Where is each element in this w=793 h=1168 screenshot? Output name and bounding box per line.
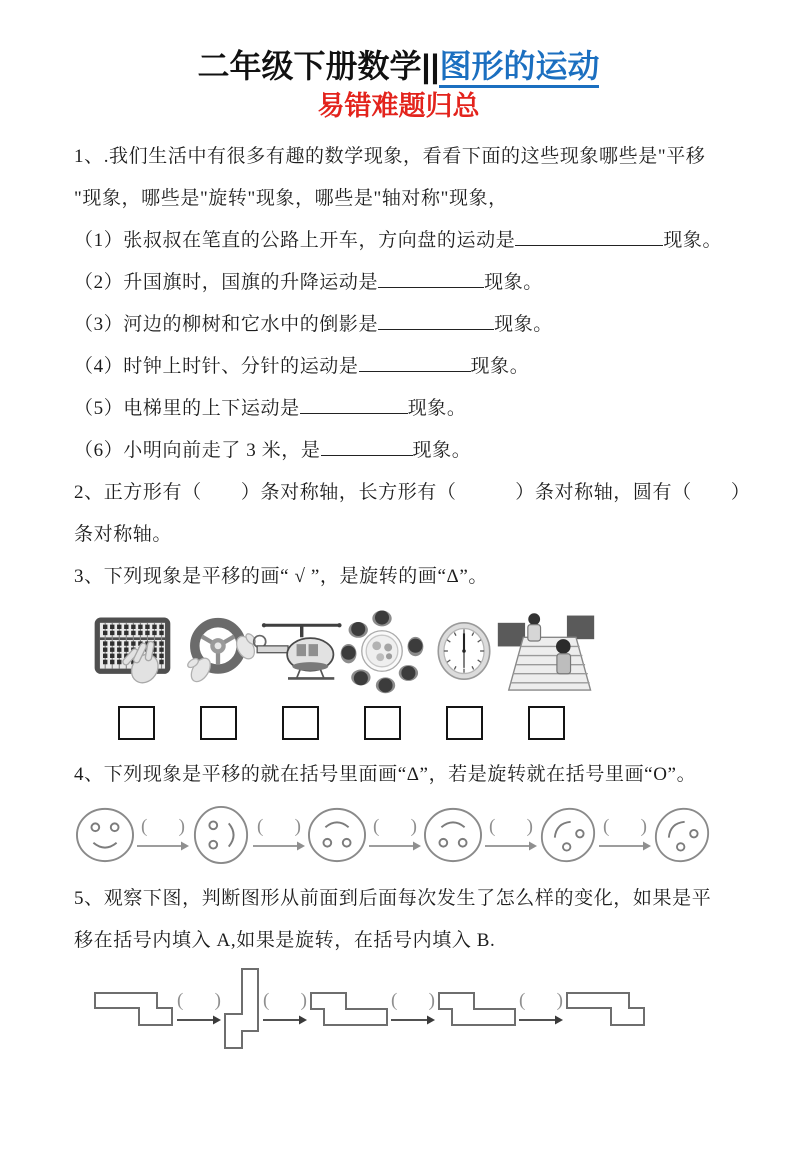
q1-item-6-text: （6）小明向前走了 3 米，是 xyxy=(74,440,321,461)
arrow-right-icon xyxy=(391,1014,435,1026)
q1-item-3-text: （3）河边的柳树和它水中的倒影是 xyxy=(74,314,379,335)
q1-item-6-after: 现象。 xyxy=(412,440,472,461)
q1-item-6-blank xyxy=(321,440,413,456)
q1-item-1-blank xyxy=(515,230,663,246)
smiley-face-2 xyxy=(192,804,250,866)
q4-step-3 xyxy=(369,818,421,852)
q1-item-5-after: 现象。 xyxy=(407,398,467,419)
paren-close: ) xyxy=(178,816,185,837)
z-piece-5-horizontal xyxy=(566,992,646,1027)
q1-item-4-after: 现象。 xyxy=(470,356,530,377)
q5-step-4 xyxy=(519,992,563,1026)
q5-paren-2 xyxy=(263,992,307,1010)
q5-paren-1 xyxy=(177,992,221,1010)
worksheet-page xyxy=(0,46,793,1050)
arrow-right-icon xyxy=(177,1014,221,1026)
q5-line2: 移在括号内填入 A,如果是旋转，在括号内填入 B. xyxy=(74,930,496,951)
q3-figure-steering-wheel xyxy=(180,606,256,696)
q3-answer-box-3 xyxy=(282,706,319,740)
clock-illustration xyxy=(427,606,501,696)
q3-figure-escalator xyxy=(508,606,584,696)
arrow-right-icon xyxy=(137,840,189,852)
q1-item-1-text: （1）张叔叔在笔直的公路上开车，方向盘的运动是 xyxy=(74,230,516,251)
q4-face-sequence xyxy=(74,806,723,864)
q1-item-3-after: 现象。 xyxy=(494,314,553,335)
q4-paren-1 xyxy=(141,818,185,836)
paren-close: ) xyxy=(428,990,435,1011)
helicopter-illustration xyxy=(252,606,348,696)
paren-close: ) xyxy=(556,990,563,1011)
page-subtitle: 易错难题归总 xyxy=(317,91,480,121)
q1-item-3 xyxy=(74,304,723,346)
q3-figure-rotating-table xyxy=(344,606,420,696)
q3-answer-box-2 xyxy=(200,706,237,740)
z-piece-1-horizontal xyxy=(94,992,174,1027)
q2-line2: 条对称轴。 xyxy=(74,524,173,545)
arrow-right-icon xyxy=(519,1014,563,1026)
arrow-right-icon xyxy=(253,840,305,852)
q3-answer-box-1 xyxy=(118,706,155,740)
paren-open: ( xyxy=(519,990,526,1011)
q1-intro-line2: "现象，哪些是"旋转"现象，哪些是"轴对称"现象， xyxy=(74,188,508,209)
z-piece-2-vertical xyxy=(224,968,260,1050)
q4-paren-2 xyxy=(257,818,301,836)
z-piece-4-horizontal xyxy=(438,992,516,1027)
paren-open: ( xyxy=(603,816,610,837)
paren-close: ) xyxy=(300,990,307,1011)
paren-close: ) xyxy=(214,990,221,1011)
smiley-face-5 xyxy=(527,794,609,876)
q3-prompt: 3、下列现象是平移的画“ √ ”，是旋转的画“Δ”。 xyxy=(74,566,488,587)
q1-item-1 xyxy=(74,220,723,262)
q3-answer-boxes xyxy=(98,706,723,740)
q1-item-5-blank xyxy=(300,398,408,414)
q3-figure-row xyxy=(98,606,723,696)
q1-item-1-after: 现象。 xyxy=(663,230,723,251)
paren-close: ) xyxy=(410,816,417,837)
steering-wheel-illustration xyxy=(175,606,261,696)
q1-item-6 xyxy=(74,430,723,472)
paren-close: ) xyxy=(640,816,647,837)
paren-open: ( xyxy=(177,990,184,1011)
q3-figure-abacus xyxy=(98,606,174,696)
q4-paren-3 xyxy=(373,818,417,836)
paren-open: ( xyxy=(263,990,270,1011)
q4-step-2 xyxy=(253,818,305,852)
smiley-face-4 xyxy=(422,806,484,864)
q5-line1: 5、观察下图，判断图形从前面到后面每次发生了怎么样的变化，如果是平 xyxy=(74,888,712,909)
q1-item-4-text: （4）时钟上时针、分针的运动是 xyxy=(74,356,359,377)
paren-open: ( xyxy=(391,990,398,1011)
q5-paren-3 xyxy=(391,992,435,1010)
q1-item-5 xyxy=(74,388,723,430)
q1-item-4 xyxy=(74,346,723,388)
title-black-part: 二年级下册数学|| xyxy=(197,48,440,84)
q1-item-5-text: （5）电梯里的上下运动是 xyxy=(74,398,300,419)
paren-open: ( xyxy=(257,816,264,837)
title-blue-link: 图形的运动 xyxy=(439,48,599,88)
q5-paren-4 xyxy=(519,992,563,1010)
paren-close: ) xyxy=(526,816,533,837)
escalator-illustration xyxy=(496,606,596,696)
q4-step-1 xyxy=(137,818,189,852)
arrow-right-icon xyxy=(485,840,537,852)
paren-open: ( xyxy=(489,816,496,837)
smiley-face-3 xyxy=(306,806,368,864)
paren-open: ( xyxy=(373,816,380,837)
q4-prompt: 4、下列现象是平移的就在括号里面画“Δ”，若是旋转就在括号里画“O”。 xyxy=(74,764,697,785)
q5-shape-sequence xyxy=(92,968,723,1050)
arrow-right-icon xyxy=(369,840,421,852)
z-piece-3-horizontal xyxy=(310,992,388,1027)
arrow-right-icon xyxy=(599,840,651,852)
q1-intro-line1: 1、.我们生活中有很多有趣的数学现象，看看下面的这些现象哪些是"平移 xyxy=(74,146,706,167)
q5-step-2 xyxy=(263,992,307,1026)
abacus-illustration xyxy=(92,606,180,696)
q3-figure-helicopter xyxy=(262,606,338,696)
q1-item-2 xyxy=(74,262,723,304)
q2-line1: 2、正方形有（ ）条对称轴，长方形有（ ）条对称轴，圆有（ ） xyxy=(74,482,751,503)
q3-answer-box-5 xyxy=(446,706,483,740)
paren-open: ( xyxy=(141,816,148,837)
arrow-right-icon xyxy=(263,1014,307,1026)
q4-paren-5 xyxy=(603,818,647,836)
q1-item-2-after: 现象。 xyxy=(484,272,543,293)
q1-item-4-blank xyxy=(359,356,471,372)
q3-answer-box-4 xyxy=(364,706,401,740)
rotating-table-illustration xyxy=(338,606,426,696)
q1-item-2-text: （2）升国旗时，国旗的升降运动是 xyxy=(74,272,379,293)
q5-step-1 xyxy=(177,992,221,1026)
q3-figure-clock xyxy=(426,606,502,696)
q1-item-3-blank xyxy=(378,314,494,330)
q3-answer-box-6 xyxy=(528,706,565,740)
smiley-face-1 xyxy=(74,806,136,864)
paren-close: ) xyxy=(294,816,301,837)
q4-paren-4 xyxy=(489,818,533,836)
q1-item-2-blank xyxy=(378,272,484,288)
smiley-face-6 xyxy=(641,794,723,876)
page-title xyxy=(74,46,723,86)
q5-step-3 xyxy=(391,992,435,1026)
